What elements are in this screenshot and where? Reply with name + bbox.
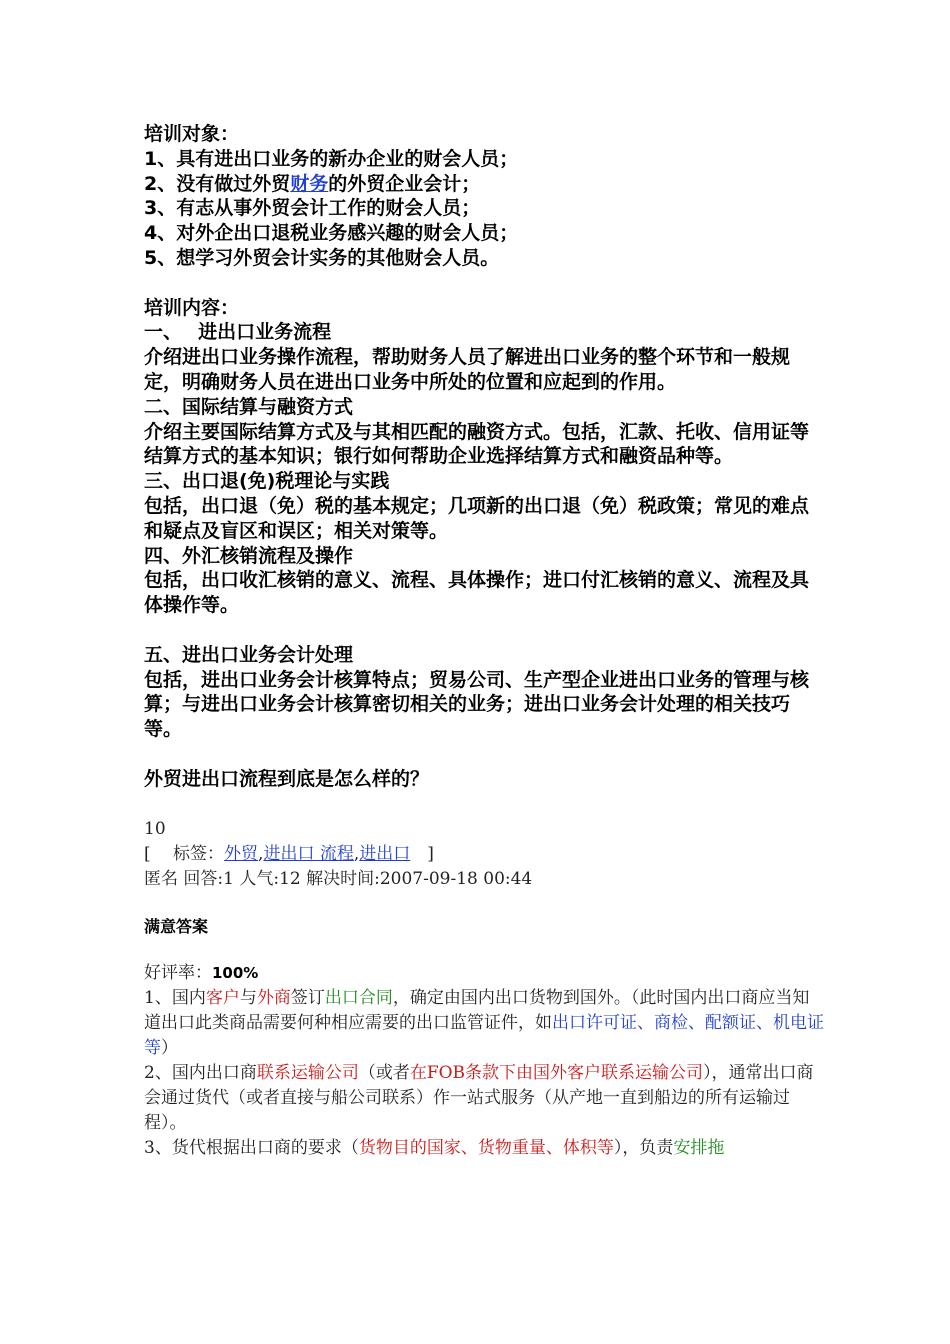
tag-link-1[interactable]: 外贸: [224, 843, 259, 864]
p1-blue-certs: 出口许可证、商检、配额证、机电证等: [144, 1012, 824, 1058]
section-5-title: 五、进出口业务会计处理: [144, 643, 354, 666]
training-target-heading: 培训对象：: [144, 123, 240, 145]
section-1-title: 一、 进出口业务流程: [144, 321, 332, 344]
tags-close: ]: [410, 843, 434, 864]
question-score: 10: [144, 818, 166, 839]
p1-text-a: 1、国内: [144, 987, 206, 1008]
answer-paragraph-3: [144, 1136, 824, 1161]
section-2-title: 二、国际结算与融资方式: [144, 395, 354, 418]
target-item-2-tail: 的外贸企业会计；: [328, 172, 481, 195]
p2-text-a: 2、国内出口商: [144, 1062, 257, 1083]
section-3-body: 包括，出口退（免）税的基本规定；几项新的出口退（免）税政策；常见的难点和疑点及盲区和误区；相关对策等。: [144, 494, 810, 542]
p3-text-c: ），负责: [613, 1137, 674, 1158]
tag-link-3[interactable]: 进出口: [359, 843, 411, 864]
p1-red-foreign: 外商: [256, 987, 291, 1008]
section-5-body: 包括，进出口业务会计核算特点；贸易公司、生产型企业进出口业务的管理与核算；与进出口业务会计核算密切相关的业务；进出口业务会计处理的相关技巧等。: [144, 668, 810, 741]
p2-red-fob: 在FOB条款下由国外客户联系运输公司: [409, 1062, 704, 1083]
section-4-body: 包括，出口收汇核销的意义、流程、具体操作；进口付汇核销的意义、流程及具体操作等。: [144, 569, 810, 617]
rating-value: 100%: [212, 963, 259, 982]
target-item-2-head: 2、没有做过外贸: [144, 172, 291, 195]
p1-text-e: 签订: [290, 987, 325, 1008]
target-item-4: 4、对外企出口退税业务感兴趣的财会人员；: [144, 222, 519, 245]
p2-text-c: （或者: [358, 1062, 410, 1083]
p1-text-g: ，确定由国内出口货物到国外。（此时国内出口商应当知道出口此类商品需要何种相应需要的出口监管证件，如: [144, 987, 810, 1033]
section-2-body: 介绍主要国际结算方式及与其相匹配的融资方式。包括，汇款、托收、信用证等结算方式的基本知识；银行如何帮助企业选择结算方式和融资品种等。: [144, 420, 810, 468]
section-1-body: 介绍进出口业务操作流程，帮助财务人员了解进出口业务的整个环节和一般规定，明确财务人员在进出口业务中所处的位置和应起到的作用。: [144, 346, 791, 393]
p2-text-e: ），通常出口商会通过货代（或者直接与船公司联系）作一站式服务（从产地一直到船边的所有运输过程）。: [144, 1062, 814, 1133]
target-item-3: 3、有志从事外贸会计工作的财会人员；: [144, 197, 481, 220]
p1-red-customer: 客户: [205, 987, 240, 1008]
target-item-1: 1、具有进出口业务的新办企业的财会人员；: [144, 147, 519, 170]
answer-rating: [144, 961, 824, 986]
finance-link[interactable]: 财务: [290, 172, 329, 195]
p2-red-contact: 联系运输公司: [256, 1062, 359, 1083]
section-4-title: 四、外汇核销流程及操作: [144, 544, 354, 567]
section-3-title: 三、出口退(免)税理论与实践: [144, 470, 390, 493]
answer-heading: 满意答案: [144, 916, 209, 936]
question-tags: [ 标签：外贸,进出口 流程,进出口 ]: [144, 843, 434, 864]
target-item-5: 5、想学习外贸会计实务的其他财会人员。: [144, 246, 500, 269]
question-meta: 匿名 回答:1 人气:12 解决时间:2007-09-18 00:44: [144, 868, 533, 889]
tag-link-2[interactable]: 进出口 流程: [263, 843, 354, 864]
p1-text-i: ）: [161, 1037, 178, 1058]
p1-text-c: 与: [239, 987, 257, 1008]
p3-red-details: 货物目的国家、货物重量、体积等: [358, 1137, 614, 1158]
target-item-2: [144, 172, 824, 197]
p3-text-a: 3、货代根据出口商的要求（: [144, 1137, 359, 1158]
rating-label: 好评率：: [144, 962, 212, 983]
p3-green-arrange: 安排拖: [673, 1137, 725, 1158]
training-content-heading: 培训内容：: [144, 296, 240, 319]
answer-paragraph-1: [144, 986, 824, 1061]
answer-paragraph-2: [144, 1061, 824, 1136]
question-title: 外贸进出口流程到底是怎么样的？: [144, 767, 430, 790]
document-page: [144, 122, 824, 1161]
tags-open: [ 标签：: [144, 843, 225, 864]
p1-green-contract: 出口合同: [324, 987, 393, 1008]
